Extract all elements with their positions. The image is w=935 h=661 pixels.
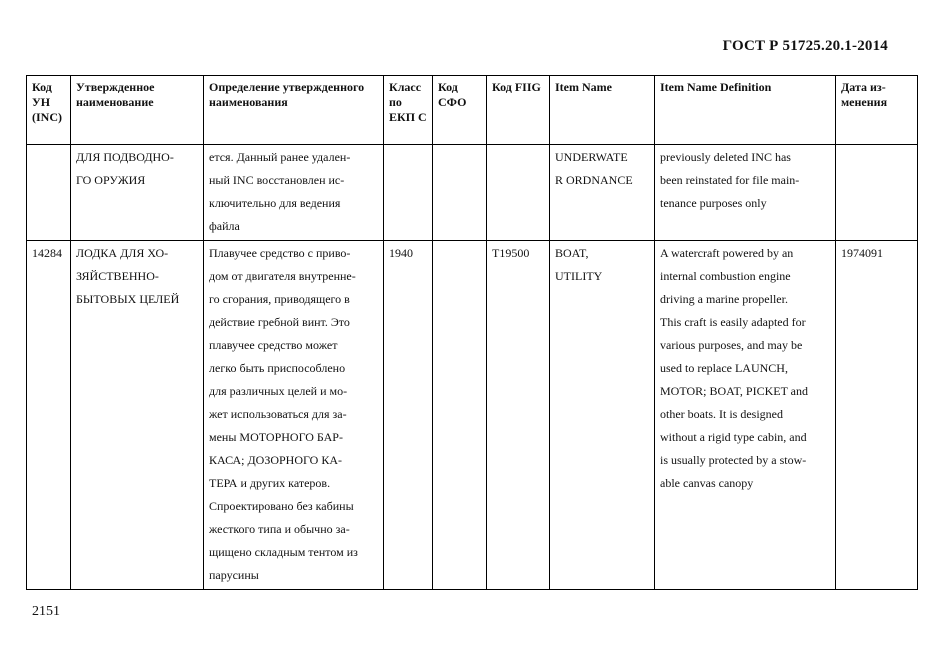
cell-sfo xyxy=(433,241,487,590)
cell-definition: Плавучее средство с приво- дом от двигателя внутренне- го сгорания, приводящего в действие гребной винт. Это плавучее средство может легко быть приспособлено для различных целей и мо- жет использоваться для за- мены МОТОРНОГО БАР- КАСА; ДОЗОРНОГО КА- ТЕРА и других катеров. Спроектировано без кабины жесткого типа и обычно за- щищено складным тентом из парусины xyxy=(204,241,384,590)
cell-change-date xyxy=(836,145,918,241)
document-code: ГОСТ Р 51725.20.1-2014 xyxy=(722,38,888,54)
cell-definition: ется. Данный ранее удален- ный INC восстановлен ис- ключительно для ведения файла xyxy=(204,145,384,241)
cell-sfo xyxy=(433,145,487,241)
column-header-inc: Код УН (INC) xyxy=(27,76,71,145)
table-row xyxy=(27,145,918,241)
cell-item-name-definition: previously deleted INC has been reinstated for file main- tenance purposes only xyxy=(655,145,836,241)
column-header-definition: Определение утвержденного наименования xyxy=(204,76,384,145)
column-header-change-date: Дата из-менения xyxy=(836,76,918,145)
column-header-item-name: Item Name xyxy=(550,76,655,145)
cell-class: 1940 xyxy=(384,241,433,590)
cell-class xyxy=(384,145,433,241)
cell-approved-name: ДЛЯ ПОДВОДНО- ГО ОРУЖИЯ xyxy=(71,145,204,241)
cell-fiig: T19500 xyxy=(487,241,550,590)
table-row xyxy=(27,241,918,590)
cell-change-date: 1974091 xyxy=(836,241,918,590)
classification-table xyxy=(26,75,918,590)
column-header-item-name-definition: Item Name Definition xyxy=(655,76,836,145)
cell-item-name: BOAT, UTILITY xyxy=(550,241,655,590)
cell-item-name: UNDERWATE R ORDNANCE xyxy=(550,145,655,241)
page-number: 2151 xyxy=(32,604,60,619)
cell-approved-name: ЛОДКА ДЛЯ ХО- ЗЯЙСТВЕННО- БЫТОВЫХ ЦЕЛЕЙ xyxy=(71,241,204,590)
cell-item-name-definition: A watercraft powered by an internal combustion engine driving a marine propeller. This craft is easily adapted for various purposes, and may be used to replace LAUNCH, MOTOR; BOAT, PICKET and other boats. It is designed without a rigid type cabin, and is usually protected by a stow- able canvas canopy xyxy=(655,241,836,590)
cell-fiig xyxy=(487,145,550,241)
cell-inc: 14284 xyxy=(27,241,71,590)
column-header-class: Класс по ЕКП С xyxy=(384,76,433,145)
column-header-fiig: Код FIIG xyxy=(487,76,550,145)
column-header-approved-name: Утвержденное наименование xyxy=(71,76,204,145)
cell-inc xyxy=(27,145,71,241)
column-header-sfo: Код СФО xyxy=(433,76,487,145)
table-header-row xyxy=(27,76,918,145)
